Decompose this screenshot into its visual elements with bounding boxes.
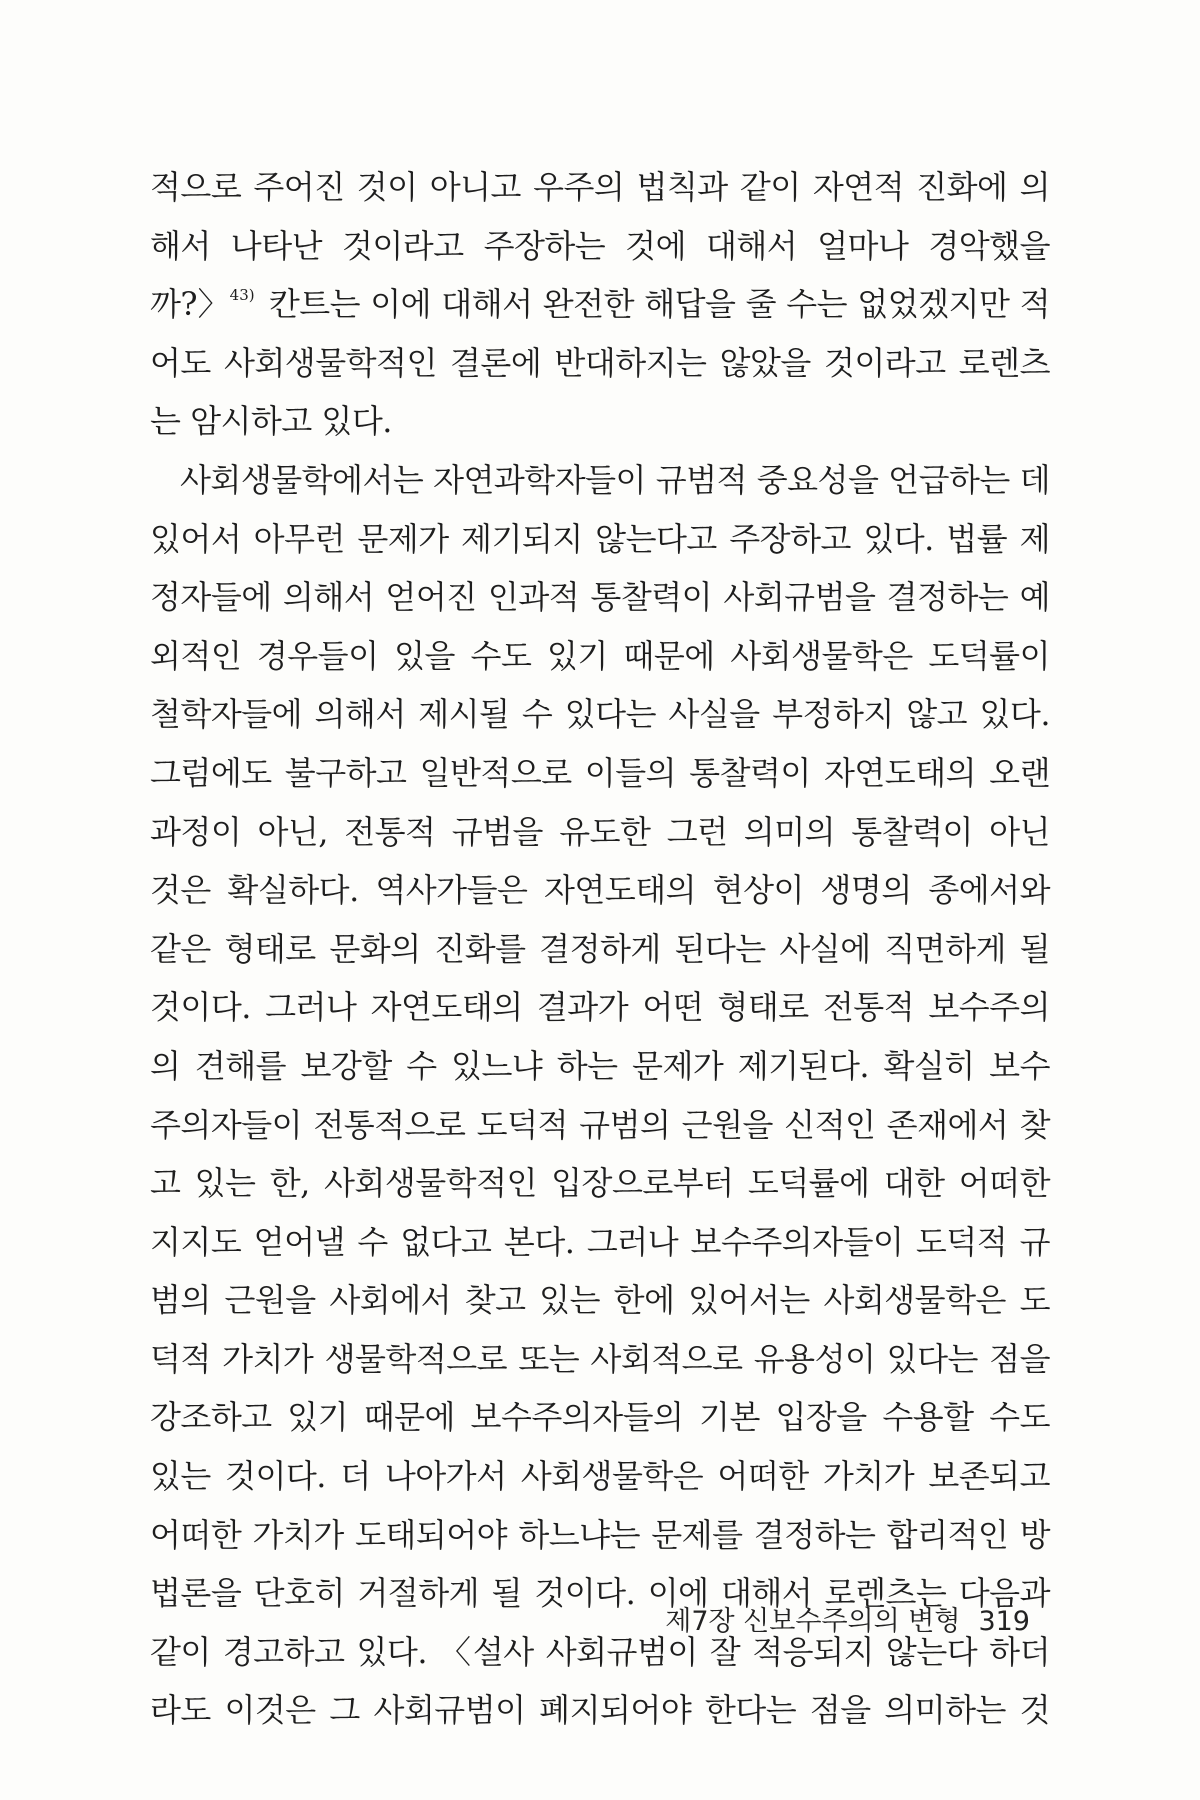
text-line: 같이 경고하고 있다. 〈설사 사회규범이 잘 적응되지 않는다 하더 xyxy=(150,1632,1050,1671)
chapter-title: 제7장 신보수주의의 변형 xyxy=(665,1606,961,1637)
paragraph-first-line: 사회생물학에서는 자연과학자들이 규범적 중요성을 언급하는 데 xyxy=(180,460,1050,499)
text-line: 있는 것이다. 더 나아가서 사회생물학은 어떠한 가치가 보존되고 xyxy=(150,1457,1050,1496)
text-line xyxy=(150,275,1050,334)
text-line: 는 암시하고 있다. xyxy=(150,402,392,441)
text-line: 있어서 아무런 문제가 제기되지 않는다고 주장하고 있다. 법률 제 xyxy=(150,519,1050,558)
text-line: 주의자들이 전통적으로 도덕적 규범의 근원을 신적인 존재에서 찾 xyxy=(150,1105,1050,1144)
text-line: 외적인 경우들이 있을 수도 있기 때문에 사회생물학은 도덕률이 xyxy=(150,636,1050,675)
text-line: 어도 사회생물학적인 결론에 반대하지는 않았을 것이라고 로렌츠 xyxy=(150,343,1050,382)
text-line: 강조하고 있기 때문에 보수주의자들의 기본 입장을 수용할 수도 xyxy=(150,1398,1050,1437)
text-line: 해서 나타난 것이라고 주장하는 것에 대해서 얼마나 경악했을 xyxy=(150,226,1050,265)
text-line: 고 있는 한, 사회생물학적인 입장으로부터 도덕률에 대한 어떠한 xyxy=(150,1164,1050,1203)
text-line: 것이다. 그러나 자연도태의 결과가 어떤 형태로 전통적 보수주의 xyxy=(150,988,1050,1027)
text-fragment: 칸트는 이에 대해서 완전한 해답을 줄 수는 없었겠지만 적 xyxy=(258,285,1050,324)
text-line: 그럼에도 불구하고 일반적으로 이들의 통찰력이 자연도태의 오랜 xyxy=(150,753,1050,792)
running-footer xyxy=(150,1602,1030,1642)
text-line: 과정이 아닌, 전통적 규범을 유도한 그런 의미의 통찰력이 아닌 xyxy=(150,812,1050,851)
text-line: 철학자들에 의해서 제시될 수 있다는 사실을 부정하지 않고 있다. xyxy=(150,695,1050,734)
text-line: 의 견해를 보강할 수 있느냐 하는 문제가 제기된다. 확실히 보수 xyxy=(150,1046,1050,1085)
text-fragment: 까?〉 xyxy=(150,285,230,324)
text-line: 라도 이것은 그 사회규범이 폐지되어야 한다는 점을 의미하는 것 xyxy=(150,1691,1050,1730)
footnote-reference[interactable]: 43) xyxy=(229,286,255,305)
body-text xyxy=(150,158,1050,1740)
text-line: 적으로 주어진 것이 아니고 우주의 법칙과 같이 자연적 진화에 의 xyxy=(150,168,1050,206)
text-line: 덕적 가치가 생물학적으로 또는 사회적으로 유용성이 있다는 점을 xyxy=(150,1339,1050,1378)
text-line: 같은 형태로 문화의 진화를 결정하게 된다는 사실에 직면하게 될 xyxy=(150,929,1050,968)
text-line: 범의 근원을 사회에서 찾고 있는 한에 있어서는 사회생물학은 도 xyxy=(150,1281,1050,1320)
text-line: 어떠한 가치가 도태되어야 하느냐는 문제를 결정하는 합리적인 방 xyxy=(150,1515,1050,1554)
text-line: 법론을 단호히 거절하게 될 것이다. 이에 대해서 로렌츠는 다음과 xyxy=(150,1574,1050,1613)
page-number: 319 xyxy=(978,1606,1030,1637)
text-line: 정자들에 의해서 얻어진 인과적 통찰력이 사회규범을 결정하는 예 xyxy=(150,578,1050,617)
text-line: 지지도 얻어낼 수 없다고 본다. 그러나 보수주의자들이 도덕적 규 xyxy=(150,1222,1050,1261)
text-line: 것은 확실하다. 역사가들은 자연도태의 현상이 생명의 종에서와 xyxy=(150,871,1050,910)
